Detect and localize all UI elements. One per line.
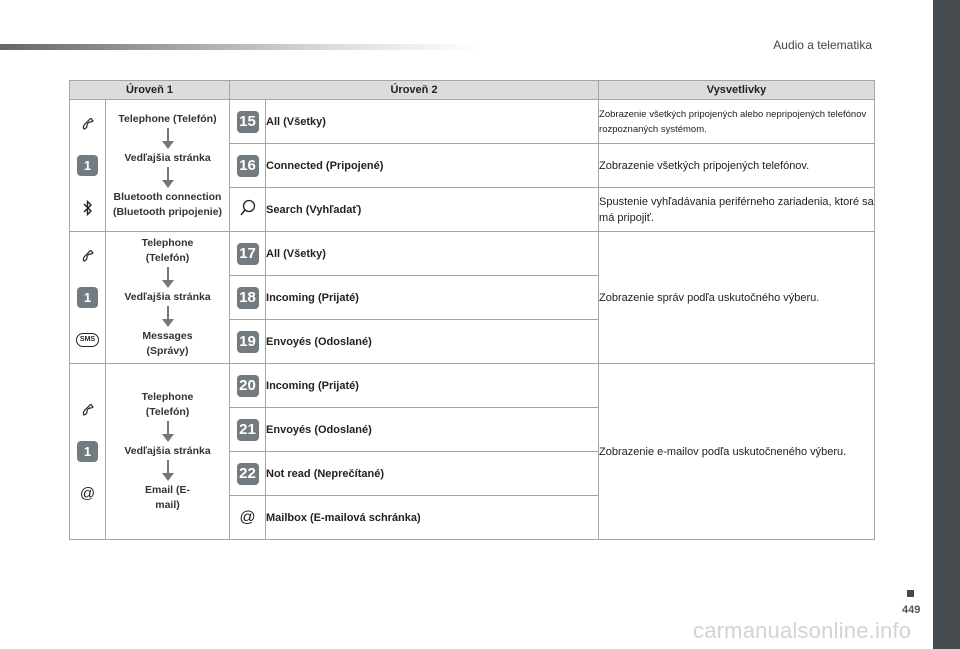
page-number: 449 <box>902 604 921 616</box>
table-row <box>70 364 875 408</box>
option-label: Mailbox (E-mailová schránka) <box>266 496 599 540</box>
option-label: Envoyés (Odoslané) <box>266 320 599 364</box>
explanation-text: Zobrazenie e-mailov podľa uskutočneného výberu. <box>599 364 875 540</box>
table-row <box>70 232 875 276</box>
option-number-badge: 16 <box>237 155 259 177</box>
bluetooth-icon <box>70 196 105 220</box>
source-number-badge: 1 <box>77 155 98 176</box>
explanation-text: Spustenie vyhľadávania periférneho zariadenia, ktoré sa má pripojiť. <box>599 188 875 232</box>
column-header-level1: Úroveň 1 <box>70 81 230 100</box>
option-label: Connected (Pripojené) <box>266 144 599 188</box>
step-label: Bluetooth connection (Bluetooth pripojenie) <box>112 190 223 218</box>
phone-icon <box>70 398 105 422</box>
phone-icon <box>70 112 105 136</box>
option-label: Incoming (Prijaté) <box>266 276 599 320</box>
sidebar-strip <box>933 0 960 649</box>
arrow-down-icon <box>161 305 175 329</box>
arrow-down-icon <box>161 266 175 290</box>
option-number-badge: 19 <box>237 331 259 353</box>
watermark: carmanualsonline.info <box>693 618 912 643</box>
search-icon <box>239 199 257 217</box>
arrow-down-icon <box>161 420 175 444</box>
option-number-badge: 18 <box>237 287 259 309</box>
source-number-badge: 1 <box>77 287 98 308</box>
at-icon: @ <box>239 508 256 526</box>
option-number-badge: 21 <box>237 419 259 441</box>
option-number-badge: 15 <box>237 111 259 133</box>
step-label: Telephone (Telefón) <box>141 391 194 418</box>
table-row <box>70 100 875 144</box>
option-label: Not read (Neprečítané) <box>266 452 599 496</box>
level1-icons <box>70 100 106 232</box>
column-header-explanation: Vysvetlivky <box>599 81 875 100</box>
arrow-down-icon <box>161 166 175 190</box>
menu-table <box>69 80 875 540</box>
option-label: All (Všetky) <box>266 232 599 276</box>
step-label: Email (E-mail) <box>145 484 190 511</box>
option-label: All (Všetky) <box>266 100 599 144</box>
level1-path <box>106 232 230 364</box>
option-label: Search (Vyhľadať) <box>266 188 599 232</box>
option-label: Incoming (Prijaté) <box>266 364 599 408</box>
header-gradient-bar <box>0 44 480 50</box>
option-number-badge: 20 <box>237 375 259 397</box>
option-label: Envoyés (Odoslané) <box>266 408 599 452</box>
phone-icon <box>70 244 105 268</box>
at-icon: @ <box>79 485 96 502</box>
column-header-level2: Úroveň 2 <box>230 81 599 100</box>
page-marker <box>907 590 914 597</box>
step-label: Vedľajšia stránka <box>124 291 211 303</box>
explanation-text: Zobrazenie všetkých pripojených telefónov. <box>599 144 875 188</box>
explanation-text: Zobrazenie správ podľa uskutočného výberu. <box>599 232 875 364</box>
step-label: Vedľajšia stránka <box>124 445 211 457</box>
step-label: Telephone (Telefón) <box>118 112 217 125</box>
option-number-badge: 17 <box>237 243 259 265</box>
arrow-down-icon <box>161 127 175 151</box>
level1-icons <box>70 232 106 364</box>
level1-path <box>106 100 230 232</box>
step-label: Vedľajšia stránka <box>124 151 211 164</box>
level1-path <box>106 364 230 540</box>
explanation-text: Zobrazenie všetkých pripojených alebo nepripojených telefónov rozpoznaných systémom. <box>599 100 875 144</box>
source-number-badge: 1 <box>77 441 98 462</box>
table-header-row <box>70 81 875 100</box>
level1-icons <box>70 364 106 540</box>
arrow-down-icon <box>161 459 175 483</box>
sms-icon: SMS <box>76 333 99 347</box>
option-number-badge: 22 <box>237 463 259 485</box>
step-label: Telephone (Telefón) <box>141 237 194 264</box>
step-label: Messages (Správy) <box>142 330 193 357</box>
section-title: Audio a telematika <box>773 38 872 52</box>
